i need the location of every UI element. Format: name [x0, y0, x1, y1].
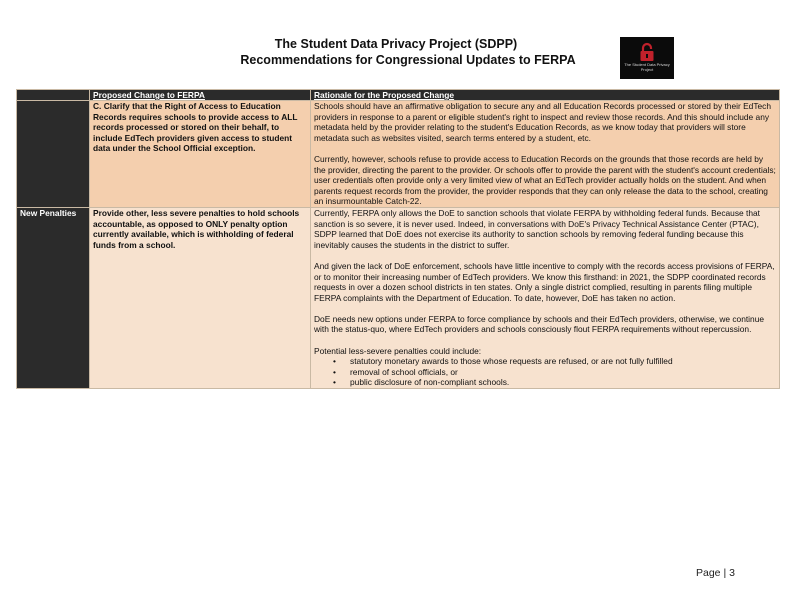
table-header-row: [17, 90, 780, 101]
rationale-paragraph: Schools should have an affirmative obligation to secure any and all Education Records processed or stored by their EdTech providers in response to a parent or eligible student's right to inspect and review those records. And this should include any metadata held by the provider relating to the student's Education Records, as we know today that providers will store metadata such as websites visited, search terms entered by a student, etc.: [314, 101, 772, 143]
rationale-paragraph: DoE needs new options under FERPA to force compliance by schools and their EdTech providers, otherwise, we continue with the status-quo, where EdTech providers and schools consciously flout FERPA requirements without repercussion.: [314, 313, 765, 335]
rationale-paragraph: Currently, FERPA only allows the DoE to sanction schools that violate FERPA by withholding federal funds. Because that sanction is so severe, it is never used. Indeed, in conversations with DoE's Privacy Technical Assistance Center (PTAC), SDPP learned that DoE does not exercise its authority to sanction schools by removing federal funding because this inevitably causes the students in the district to suffer.: [314, 207, 760, 250]
list-item: • public disclosure of non-compliant schools.: [350, 377, 776, 388]
list-item: • statutory monetary awards to those whose requests are refused, or are not fully fulfilled: [350, 356, 776, 367]
title-line-2: Recommendations for Congressional Updates to FERPA: [240, 53, 576, 67]
category-column-header: [17, 90, 90, 101]
padlock-icon: [639, 42, 655, 62]
row-category: New Penalties: [17, 207, 90, 388]
title-line-1: The Student Data Privacy Project (SDPP): [274, 37, 518, 51]
recommendations-table: [16, 89, 780, 389]
row-category: [17, 101, 90, 208]
table-row: [17, 207, 780, 388]
penalty-list: [314, 356, 776, 388]
proposed-change-column-header: Proposed Change to FERPA: [90, 90, 311, 101]
rationale-cell: [311, 101, 780, 208]
proposed-change-cell: Provide other, less severe penalties to hold schools accountable, as opposed to ONLY penalty option currently available, which is withholding of federal funds from a school.: [90, 207, 311, 388]
table-row: [17, 101, 780, 208]
rationale-column-header: Rationale for the Proposed Change: [311, 90, 780, 101]
sdpp-logo: [620, 37, 674, 79]
rationale-cell: [311, 207, 780, 388]
page-number: Page | 3: [696, 567, 735, 579]
proposed-change-cell: C. Clarify that the Right of Access to Education Records requires schools to provide access to ALL records processed or stored on their behalf, to include EdTech providers given access to student data under the School Official exception.: [90, 101, 311, 208]
list-item: • removal of school officials, or: [350, 367, 776, 378]
logo-text: The Student Data Privacy Project: [624, 62, 670, 72]
rationale-paragraph: And given the lack of DoE enforcement, schools have little incentive to comply with the records access provisions of FERPA, or to monitor their increasing number of EdTech providers. We know this firsthand: in 2021, the SDPP coordinated records requests in over a dozen school districts in ten states. Only a single district complied, resulting in parents filing multiple FERPA complaints with the Department of Education. To date, however, DoE has taken no action.: [314, 260, 775, 303]
rationale-paragraph: Potential less-severe penalties could include:: [314, 345, 482, 356]
rationale-paragraph: Currently, however, schools refuse to provide access to Education Records on the grounds that those records are held by the provider, directing the parent to the provider. Or schools offer to provide the parent with the student's account credentials; user credentials often provide only a very limited view of what an EdTech provider actually holds on the student. And when parents request records from the provider, the provider responds that they can only release the data to the school, creating an insurmountable Catch-22.: [314, 153, 776, 207]
